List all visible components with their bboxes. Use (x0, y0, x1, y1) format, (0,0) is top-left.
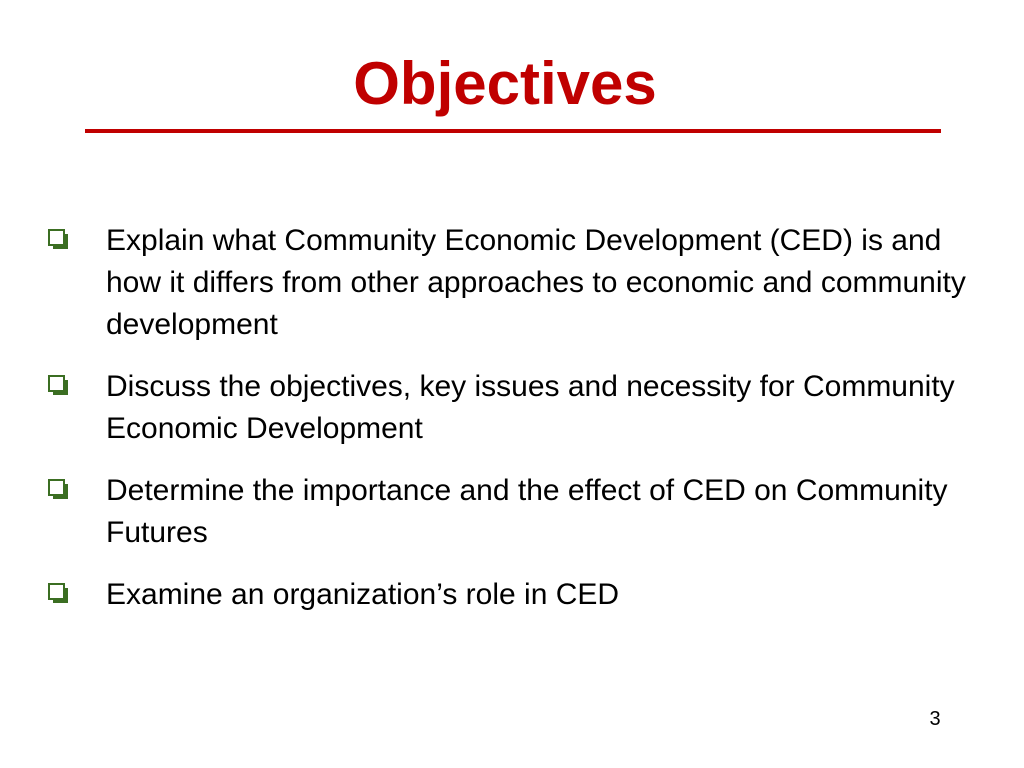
list-item (46, 220, 996, 346)
objectives-list (46, 220, 996, 636)
hollow-square-bullet-icon (48, 583, 70, 605)
bullet-text: Determine the importance and the effect of CED on Community Futures (106, 474, 948, 549)
slide-title: Objectives (353, 50, 657, 117)
list-item (46, 574, 996, 616)
hollow-square-bullet-icon (48, 479, 70, 501)
bullet-text: Examine an organization’s role in CED (106, 578, 620, 611)
list-item (46, 470, 996, 554)
title-underline (85, 129, 941, 133)
bullet-text: Explain what Community Economic Development (CED) is and how it differs from other approaches to economic and community development (106, 224, 966, 341)
page-number: 3 (929, 708, 941, 730)
list-item (46, 366, 996, 450)
hollow-square-bullet-icon (48, 375, 70, 397)
hollow-square-bullet-icon (48, 229, 70, 251)
bullet-text: Discuss the objectives, key issues and necessity for Community Economic Development (106, 370, 955, 445)
